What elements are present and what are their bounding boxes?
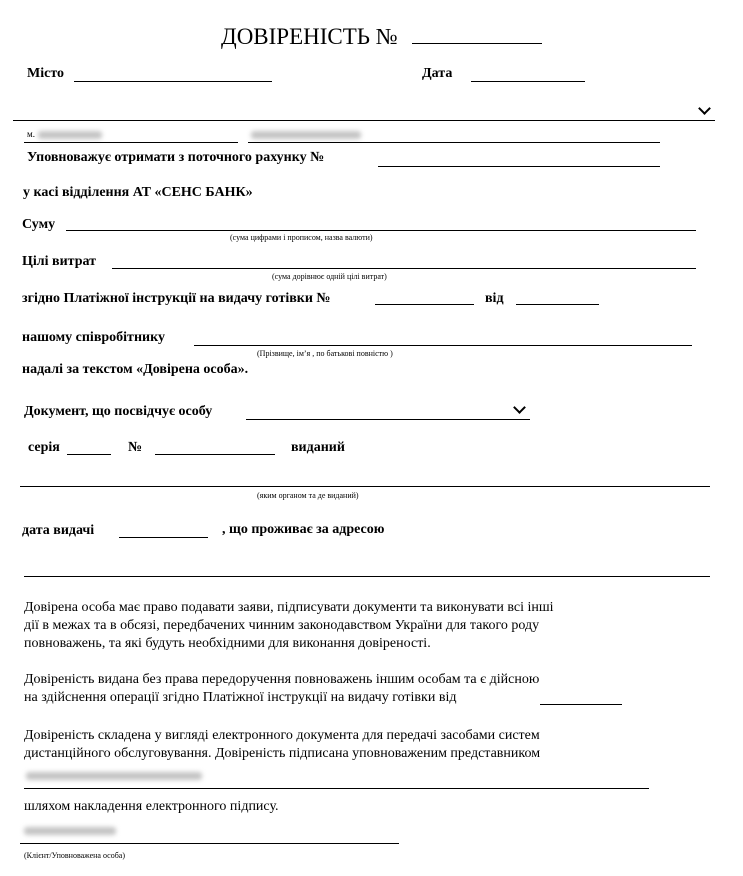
passport-number-field[interactable]: [155, 454, 275, 455]
representative-field[interactable]: [24, 788, 649, 789]
purpose-field[interactable]: [112, 268, 696, 269]
trustee-text: надалі за текстом «Довірена особа».: [22, 362, 249, 377]
amount-field[interactable]: [66, 230, 696, 231]
issued-label: виданий: [291, 440, 345, 455]
document-select[interactable]: [246, 402, 530, 420]
account-number-field[interactable]: [378, 166, 660, 167]
signer-field[interactable]: [20, 843, 399, 844]
client-prefix: м.: [27, 129, 35, 139]
signature-method-text: шляхом накладення електронного підпису.: [24, 799, 279, 814]
account-label: Уповноважує отримати з поточного рахунку №: [27, 150, 325, 165]
purpose-hint: (сума дорівнює одній цілі витрат): [272, 272, 387, 281]
paragraph-1-line-1: Довірена особа має право подавати заяви, підписувати документи та виконувати всі інші: [24, 600, 554, 615]
validity-date-field[interactable]: [540, 704, 622, 705]
document-title: ДОВІРЕНІСТЬ №: [221, 24, 398, 49]
document-field-line: [246, 419, 530, 420]
purpose-label: Цілі витрат: [22, 254, 96, 269]
paragraph-3-line-1: Довіреність складена у вигляді електронного документа для передачі засобами систем: [24, 728, 540, 743]
issuer-field[interactable]: [20, 486, 710, 487]
issue-date-field[interactable]: [119, 537, 208, 538]
amount-label: Суму: [22, 217, 56, 232]
city-field[interactable]: [74, 81, 272, 82]
instruction-number-field[interactable]: [375, 304, 474, 305]
paragraph-3-line-2: дистанційного обслуговування. Довіреність підписана уповноваженим представником: [24, 746, 541, 761]
number-label: №: [128, 440, 143, 455]
address-label: , що проживає за адресою: [222, 522, 385, 537]
blurred-representative-name: [26, 772, 202, 780]
title-number-field[interactable]: [412, 43, 542, 44]
address-field[interactable]: [24, 576, 710, 577]
instruction-label: згідно Платіжної інструкції на видачу готівки №: [22, 291, 331, 306]
document-label: Документ, що посвідчує особу: [24, 404, 213, 419]
client-dropdown-line[interactable]: [13, 120, 715, 121]
instruction-from-label: від: [485, 291, 504, 306]
paragraph-2-line-1: Довіреність видана без права передоручення повноважень іншим особам та є дійсною: [24, 672, 540, 687]
signature-caption: (Клієнт/Уповноважена особа): [24, 851, 126, 860]
issuer-hint: (яким органом та де виданий): [257, 491, 359, 500]
blurred-client-name: [251, 131, 361, 139]
series-label: серія: [28, 440, 60, 455]
employee-label: нашому співробітнику: [22, 330, 165, 345]
paragraph-1-line-3: повноважень, та які будуть необхідними для виконання довіреності.: [24, 636, 431, 651]
blurred-city-value: [38, 131, 102, 139]
series-field[interactable]: [67, 454, 111, 455]
paragraph-2-line-2: на здійснення операції згідно Платіжної інструкції на видачу готівки від: [24, 690, 457, 705]
blurred-signer-name: [24, 827, 116, 835]
employee-hint: (Прізвище, ім’я , по батькові повністю ): [257, 349, 393, 358]
branch-text: у касі відділення АТ «СЕНС БАНК»: [23, 185, 253, 200]
client-name-field[interactable]: [248, 142, 660, 143]
issue-date-label: дата видачі: [22, 523, 95, 538]
city-label: Місто: [27, 66, 65, 81]
employee-name-field[interactable]: [194, 345, 692, 346]
date-field[interactable]: [471, 81, 585, 82]
paragraph-1-line-2: дії в межах та в обсязі, передбачених чинним законодавством України для такого роду: [24, 618, 540, 633]
date-label: Дата: [422, 66, 453, 81]
chevron-down-icon[interactable]: [698, 102, 711, 115]
instruction-date-field[interactable]: [516, 304, 599, 305]
client-city-field[interactable]: [24, 142, 238, 143]
amount-hint: (сума цифрами і прописом, назва валюти): [230, 233, 373, 242]
